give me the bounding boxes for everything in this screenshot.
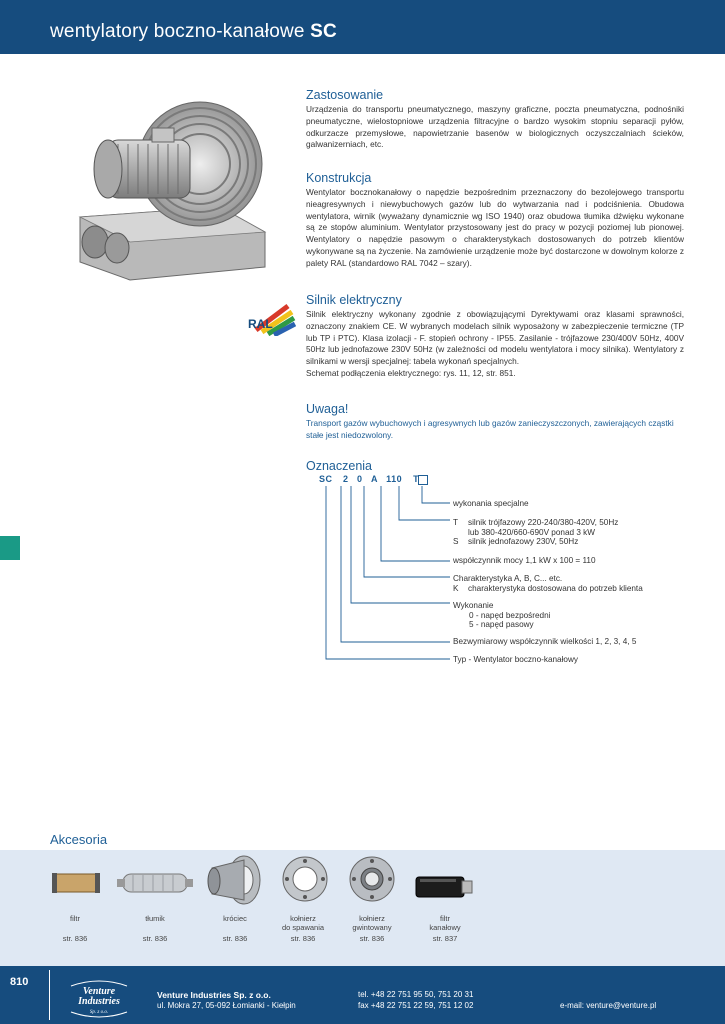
accessory-label-2: kanałowy	[429, 923, 461, 932]
accessory-page[interactable]: str. 836	[222, 934, 248, 943]
threaded-flange-icon[interactable]	[348, 854, 396, 904]
legend-size	[453, 637, 636, 647]
company-email[interactable]: e-mail: venture@venture.pl	[560, 1001, 657, 1010]
accessory-page[interactable]: str. 836	[142, 934, 168, 943]
accessory-label: kołnierz	[359, 914, 385, 923]
section-title: Uwaga!	[306, 402, 349, 416]
accessories-title: Akcesoria	[50, 832, 108, 847]
legend-drive-title: Wykonanie	[453, 601, 494, 610]
accessory-label: filtr	[70, 914, 80, 923]
legend-k-line: charakterystyka dostosowana do potrzeb klienta	[468, 583, 643, 593]
accessory-label: filtr	[440, 914, 450, 923]
accessory-label: króciec	[223, 914, 247, 923]
accessory-page[interactable]: str. 837	[432, 934, 458, 943]
legend-drive-5: 5 - napęd pasowy	[469, 620, 534, 629]
footer-divider	[49, 970, 50, 1020]
page-number: 810	[10, 976, 29, 988]
accessory-label: kołnierz	[290, 914, 316, 923]
code-drive: 0	[357, 474, 363, 484]
ral-logo-text: RAL	[248, 317, 273, 331]
legend-s-key: S	[453, 537, 459, 546]
accessory-label-2: do spawania	[281, 923, 325, 932]
legend-curve	[453, 574, 643, 593]
legend-t-key: T	[453, 518, 459, 527]
accessories-band	[0, 850, 725, 966]
title-series: SC	[310, 21, 337, 42]
accessory-page[interactable]: str. 836	[359, 934, 385, 943]
section-title: Zastosowanie	[306, 88, 384, 102]
code-power: 110	[386, 474, 403, 484]
legend-t-line2: lub 380-420/660-690V ponad 3 kW	[468, 527, 595, 537]
accessory-label-2: gwintowany	[352, 923, 392, 932]
legend-type	[453, 655, 578, 665]
company-fax: fax +48 22 751 22 59, 751 12 02	[358, 1001, 474, 1010]
duct-filter-icon[interactable]	[412, 872, 474, 902]
welding-flange-icon[interactable]	[281, 854, 329, 904]
legend-voltage	[453, 518, 618, 547]
accessory-page[interactable]: str. 836	[62, 934, 88, 943]
wiring-reference: Schemat podłączenia elektrycznego: rys. 11, 12, str. 851.	[306, 367, 516, 378]
section-text: Urządzenia do transportu pneumatycznego, maszyny graficzne, poczta pneumatyczna, podnośniki pneumatyczne, wielostopniowe urządzenia filtracyjne o bardzo wysokim stopniu separacji pyłów, odkurzacze przemysłowe, napowietrzanie basenów w biologicznych oczyszczalniach ścieków, galwanizerniach, etc.	[306, 104, 684, 150]
accessory-label: tłumik	[145, 914, 165, 923]
legend-drive	[453, 601, 550, 630]
section-title: Konstrukcja	[306, 171, 372, 185]
code-series: SC	[319, 474, 333, 484]
accessory-name	[268, 914, 338, 932]
nozzle-icon[interactable]	[206, 854, 262, 908]
section-text: Silnik elektryczny wykonany zgodnie z obowiązującymi Dyrektywami oraz klasami sprawności, oznaczony znakiem CE. W wybranych modelach silnik wyposażony w zabezpieczenie termiczne (TP lub TP i PTC). Klasa izolacji - F. stopień ochrony - IP55. Zasilanie - trójfazowe 230/400V 50Hz, 400V 50Hz lub jednofazowe 230V 50Hz (w zależności od modelu wentylatora i mocy silnika). Wentylatory z silnikami w wersji specjalnej: tabela wykonań specjalnych.	[306, 309, 684, 367]
company-name: Venture Industries Sp. z o.o.	[157, 990, 271, 1000]
legend-size-text: Bezwymiarowy współczynnik wielkości 1, 2, 3, 4, 5	[453, 637, 637, 646]
legend-curve-line1: Charakterystyka A, B, C... etc.	[453, 574, 563, 583]
section-title: Oznaczenia	[306, 459, 373, 473]
logo-line3: Sp. z o.o.	[89, 1010, 109, 1015]
venture-logo	[63, 978, 135, 1018]
legend-s-line: silnik jednofazowy 230V, 50Hz	[468, 537, 579, 546]
legend-k-key: K	[453, 583, 459, 593]
legend-special-text: wykonania specjalne	[453, 499, 529, 508]
code-voltage: T	[413, 474, 420, 484]
accessory-name	[337, 914, 407, 932]
legend-type-text: Typ - Wentylator boczno-kanałowy	[453, 655, 578, 664]
legend-power	[453, 556, 596, 566]
accessory-name	[410, 914, 480, 932]
filter-icon[interactable]	[50, 868, 102, 898]
legend-special	[453, 499, 529, 509]
company-address: ul. Mokra 27, 05-092 Łomianki - Kiełpin	[157, 1001, 296, 1010]
section-text: Wentylator bocznokanałowy o napędzie bezpośrednim przeznaczony do bezolejowego transportu nieagresywnych i niewybuchowych gazów lub do wytwarzania nad i podciśnienia. Obudowa wentylatora, wirnik (wyważany dynamicznie wg ISO 1940) oraz obudowa tłumika dźwięku wykonane są ze stopów aluminium. Wentylator przystosowany jest do pracy w pozycji poziomej lub pionowej. Wentylatory o napędzie pasowym o charakterystykach dostosowanych do potrzeb klientów wykonywane są na życzenie. Na zamówienie urządzenie może być dostarczone w dowolnym kolorze z palety RAL (standardowo RAL 7042 – szary).	[306, 187, 684, 268]
page-footer	[0, 966, 725, 1024]
accessory-page[interactable]: str. 836	[290, 934, 316, 943]
accessory-name	[200, 914, 270, 923]
company-phone[interactable]: tel. +48 22 751 95 50, 751 20 31	[358, 990, 474, 999]
code-curve: A	[371, 474, 379, 484]
legend-power-text: współczynnik mocy 1,1 kW x 100 = 110	[453, 556, 596, 565]
accessory-name	[40, 914, 110, 923]
silencer-icon[interactable]	[117, 866, 193, 900]
legend-drive-0: 0 - napęd bezpośredni	[469, 610, 551, 620]
title-prefix: wentylatory boczno-kanałowe	[50, 21, 305, 42]
code-size: 2	[343, 474, 349, 484]
legend-t-line1: silnik trójfazowy 220-240/380-420V, 50Hz	[468, 518, 619, 527]
accessory-name	[120, 914, 190, 923]
logo-line2: Industries	[78, 996, 120, 1007]
section-title: Silnik elektryczny	[306, 293, 402, 307]
warning-text: Transport gazów wybuchowych i agresywnych lub gazów zanieczyszczonych, zawierających cząstki stałe jest niedozwolony.	[306, 418, 674, 440]
logo-line1: Venture	[82, 986, 116, 997]
